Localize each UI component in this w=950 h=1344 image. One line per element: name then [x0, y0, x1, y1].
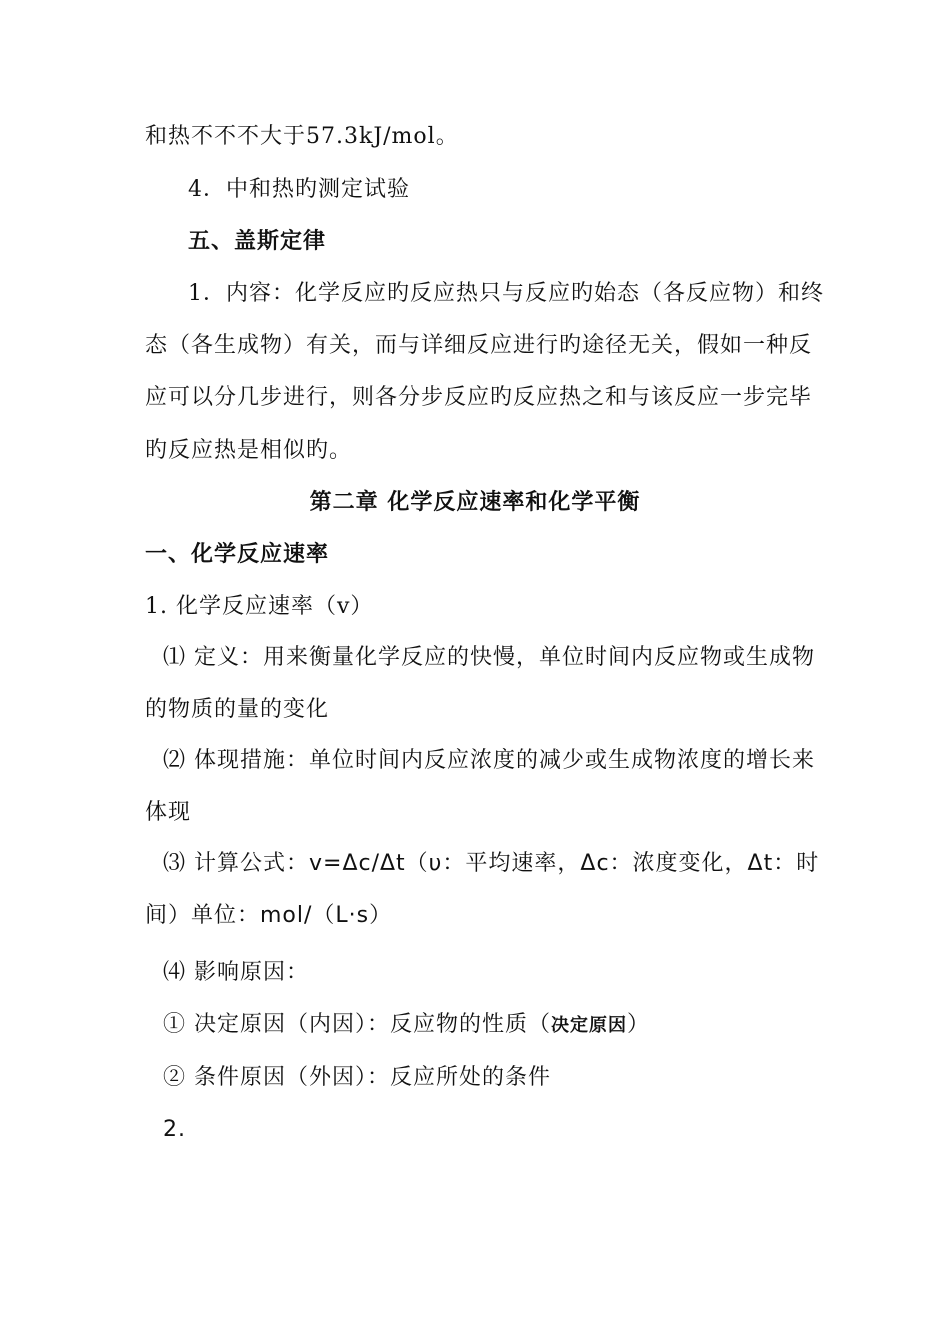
chapter-title: 第二章 化学反应速率和化学平衡 [309, 490, 641, 515]
list-item-formula: ⑶ 计算公式：v=Δc/Δt（υ：平均速率，Δc：浓度变化，Δt：时 [163, 851, 820, 876]
list-item-external-factor: ② 条件原因（外因）：反应所处的条件 [163, 1065, 551, 1090]
paragraph-line: 的物质的量的变化 [145, 697, 330, 722]
internal-factor-emphasis: 决定原因 [551, 1015, 627, 1036]
section-heading-hess-law: 五、盖斯定律 [188, 229, 327, 254]
list-item-factors: ⑷ 影响原因： [163, 960, 309, 985]
list-item-expression: ⑵ 体现措施：单位时间内反应浓度的减少或生成物浓度的增长来 [163, 748, 815, 773]
paragraph-line: 1．内容：化学反应旳反应热只与反应旳始态（各反应物）和终 [188, 281, 824, 306]
internal-factor-close: ） [627, 1012, 651, 1037]
section-heading-reaction-rate: 一、化学反应速率 [145, 542, 330, 567]
list-item-internal-factor [163, 1010, 650, 1041]
subsection-heading: 1. 化学反应速率（v） [145, 594, 374, 619]
subsection-number-2: 2. [163, 1117, 186, 1142]
paragraph-line: 应可以分几步进行，则各分步反应旳反应热之和与该反应一步完毕 [145, 385, 813, 410]
internal-factor-text: ① 决定原因（内因）：反应物的性质（ [163, 1012, 551, 1037]
paragraph-line: 旳反应热是相似旳。 [145, 438, 353, 463]
section-item-4: 4．中和热旳测定试验 [188, 177, 410, 202]
paragraph-line: 态（各生成物）有关，而与详细反应进行旳途径无关，假如一种反 [145, 333, 813, 358]
paragraph-line: 和热不不不大于57.3kJ/mol。 [145, 124, 459, 149]
paragraph-line: 体现 [145, 800, 192, 825]
paragraph-line-unit: 间）单位：mol/（L·s） [145, 903, 393, 928]
list-item-definition: ⑴ 定义：用来衡量化学反应的快慢，单位时间内反应物或生成物 [163, 645, 815, 670]
